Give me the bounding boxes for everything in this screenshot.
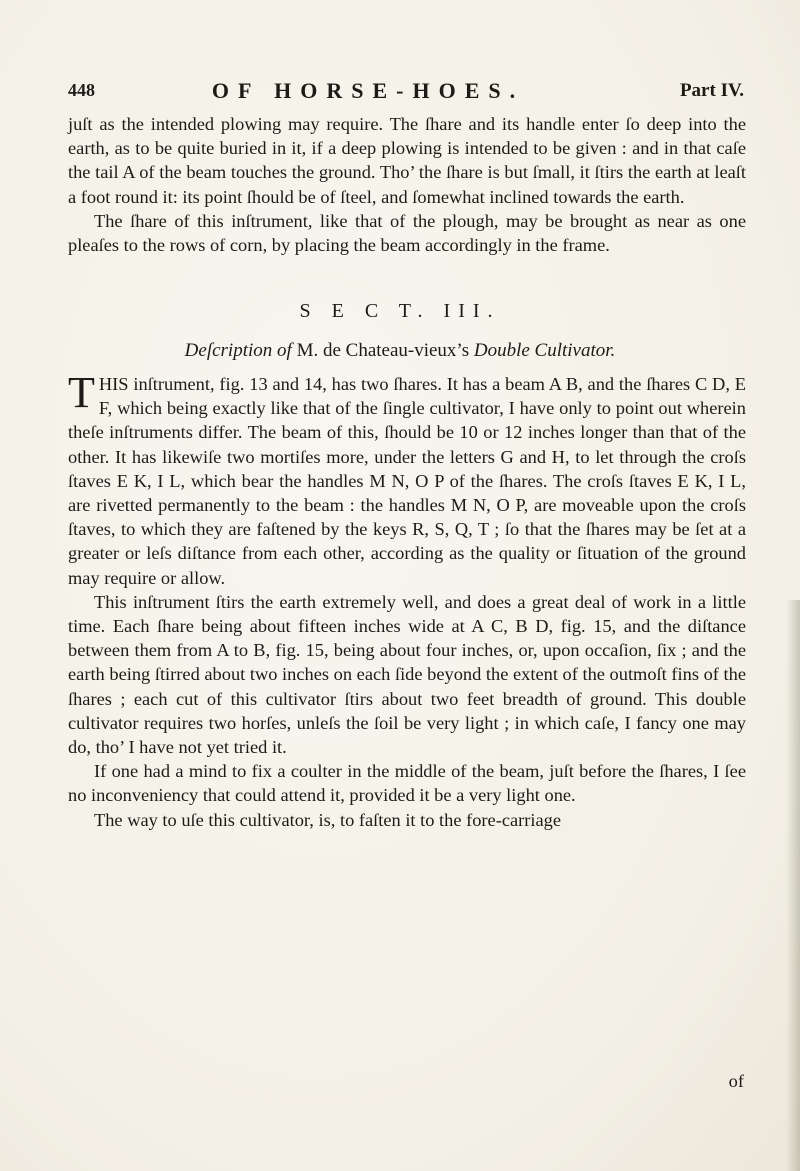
paragraph-2: This inſtrument ſtirs the earth extremely well, and does a great deal of work in a little time. Each ſhare being about fifteen inches wide at A C, B D, fig. 15, and the diſtance between them from A to B, fig. 15, being about four inches, or, upon occaſion, ſix ; and the earth being ſtirred about two inches on each ſide beyond the extent of the outmoſt fins of the ſhares ; each cut of this cultivator ſtirs about two feet breadth of ground. This double cultivator requires two horſes, unleſs the ſoil be very light ; in which caſe, I fancy one may do, tho’ I have not yet tried it. bbox=[68, 591, 746, 758]
paragraph-share: The ſhare of this inſtrument, like that of the plough, may be brought as near as one pleaſes to the rows of corn, by placing the beam accordingly in the frame. bbox=[68, 210, 746, 256]
paragraph-1 bbox=[68, 368, 746, 590]
page-number: 448 bbox=[68, 80, 95, 100]
catchword: of bbox=[728, 1071, 744, 1091]
paragraph-4: The way to uſe this cultivator, is, to faſten it to the fore-carriage bbox=[94, 809, 562, 830]
page-header bbox=[68, 80, 744, 108]
section-body bbox=[68, 368, 746, 832]
paragraph-3: If one had a mind to fix a coulter in the middle of the beam, juſt before the ſhares, I ſee no inconveniency that could attend it, provided it be a very light one. bbox=[68, 761, 746, 806]
subtitle-prefix: Deſcription of bbox=[184, 340, 292, 361]
section-heading: S E C T. III. bbox=[299, 300, 501, 322]
running-title: OF HORSE-HOES. bbox=[211, 78, 525, 103]
section-subtitle bbox=[0, 340, 800, 362]
paragraph-1-text: HIS inſtrument, fig. 13 and 14, has two ſhares. It has a beam A B, and the ſhares C D, E F, which being exactly like that of the ſingle cultivator, I have only to point out wherein theſe inſtruments differ. The beam of this, ſhould be 10 or 12 inches longer than that of the other. It has likewiſe two mortiſes more, under the letters G and H, to let through the croſs ſtaves E K, I L, which bear the handles M N, O P of the ſhares. The croſs ſtaves E K, I L, are rivetted permanently to the beam : the handles M N, O P, are moveable upon the croſs ſtaves, to which they are faſtened by the keys R, S, Q, T ; ſo that the ſhares may be ſet at a greater or leſs diſtance from each other, according as the quality or ſituation of the ground may require or allow. bbox=[68, 374, 746, 588]
drop-cap: T bbox=[68, 368, 95, 417]
top-paragraphs bbox=[68, 112, 746, 257]
subtitle-suffix: Double Cultivator. bbox=[473, 340, 616, 361]
subtitle-name: M. de Chateau-vieux’s bbox=[296, 340, 470, 361]
paragraph-continued: juſt as the intended plowing may require. The ſhare and its handle enter ſo deep into the earth, as to be quite buried in it, if a deep plowing is intended to be given : and in that caſe the tail A of the beam touches the ground. Tho’ the ſhare is but ſmall, it ſtirs the earth at leaſt a foot round it: its point ſhould be of ſteel, and ſomewhat inclined towards the earth. bbox=[68, 114, 746, 207]
part-label: Part IV. bbox=[679, 80, 744, 101]
page-edge-shadow bbox=[786, 600, 800, 1171]
